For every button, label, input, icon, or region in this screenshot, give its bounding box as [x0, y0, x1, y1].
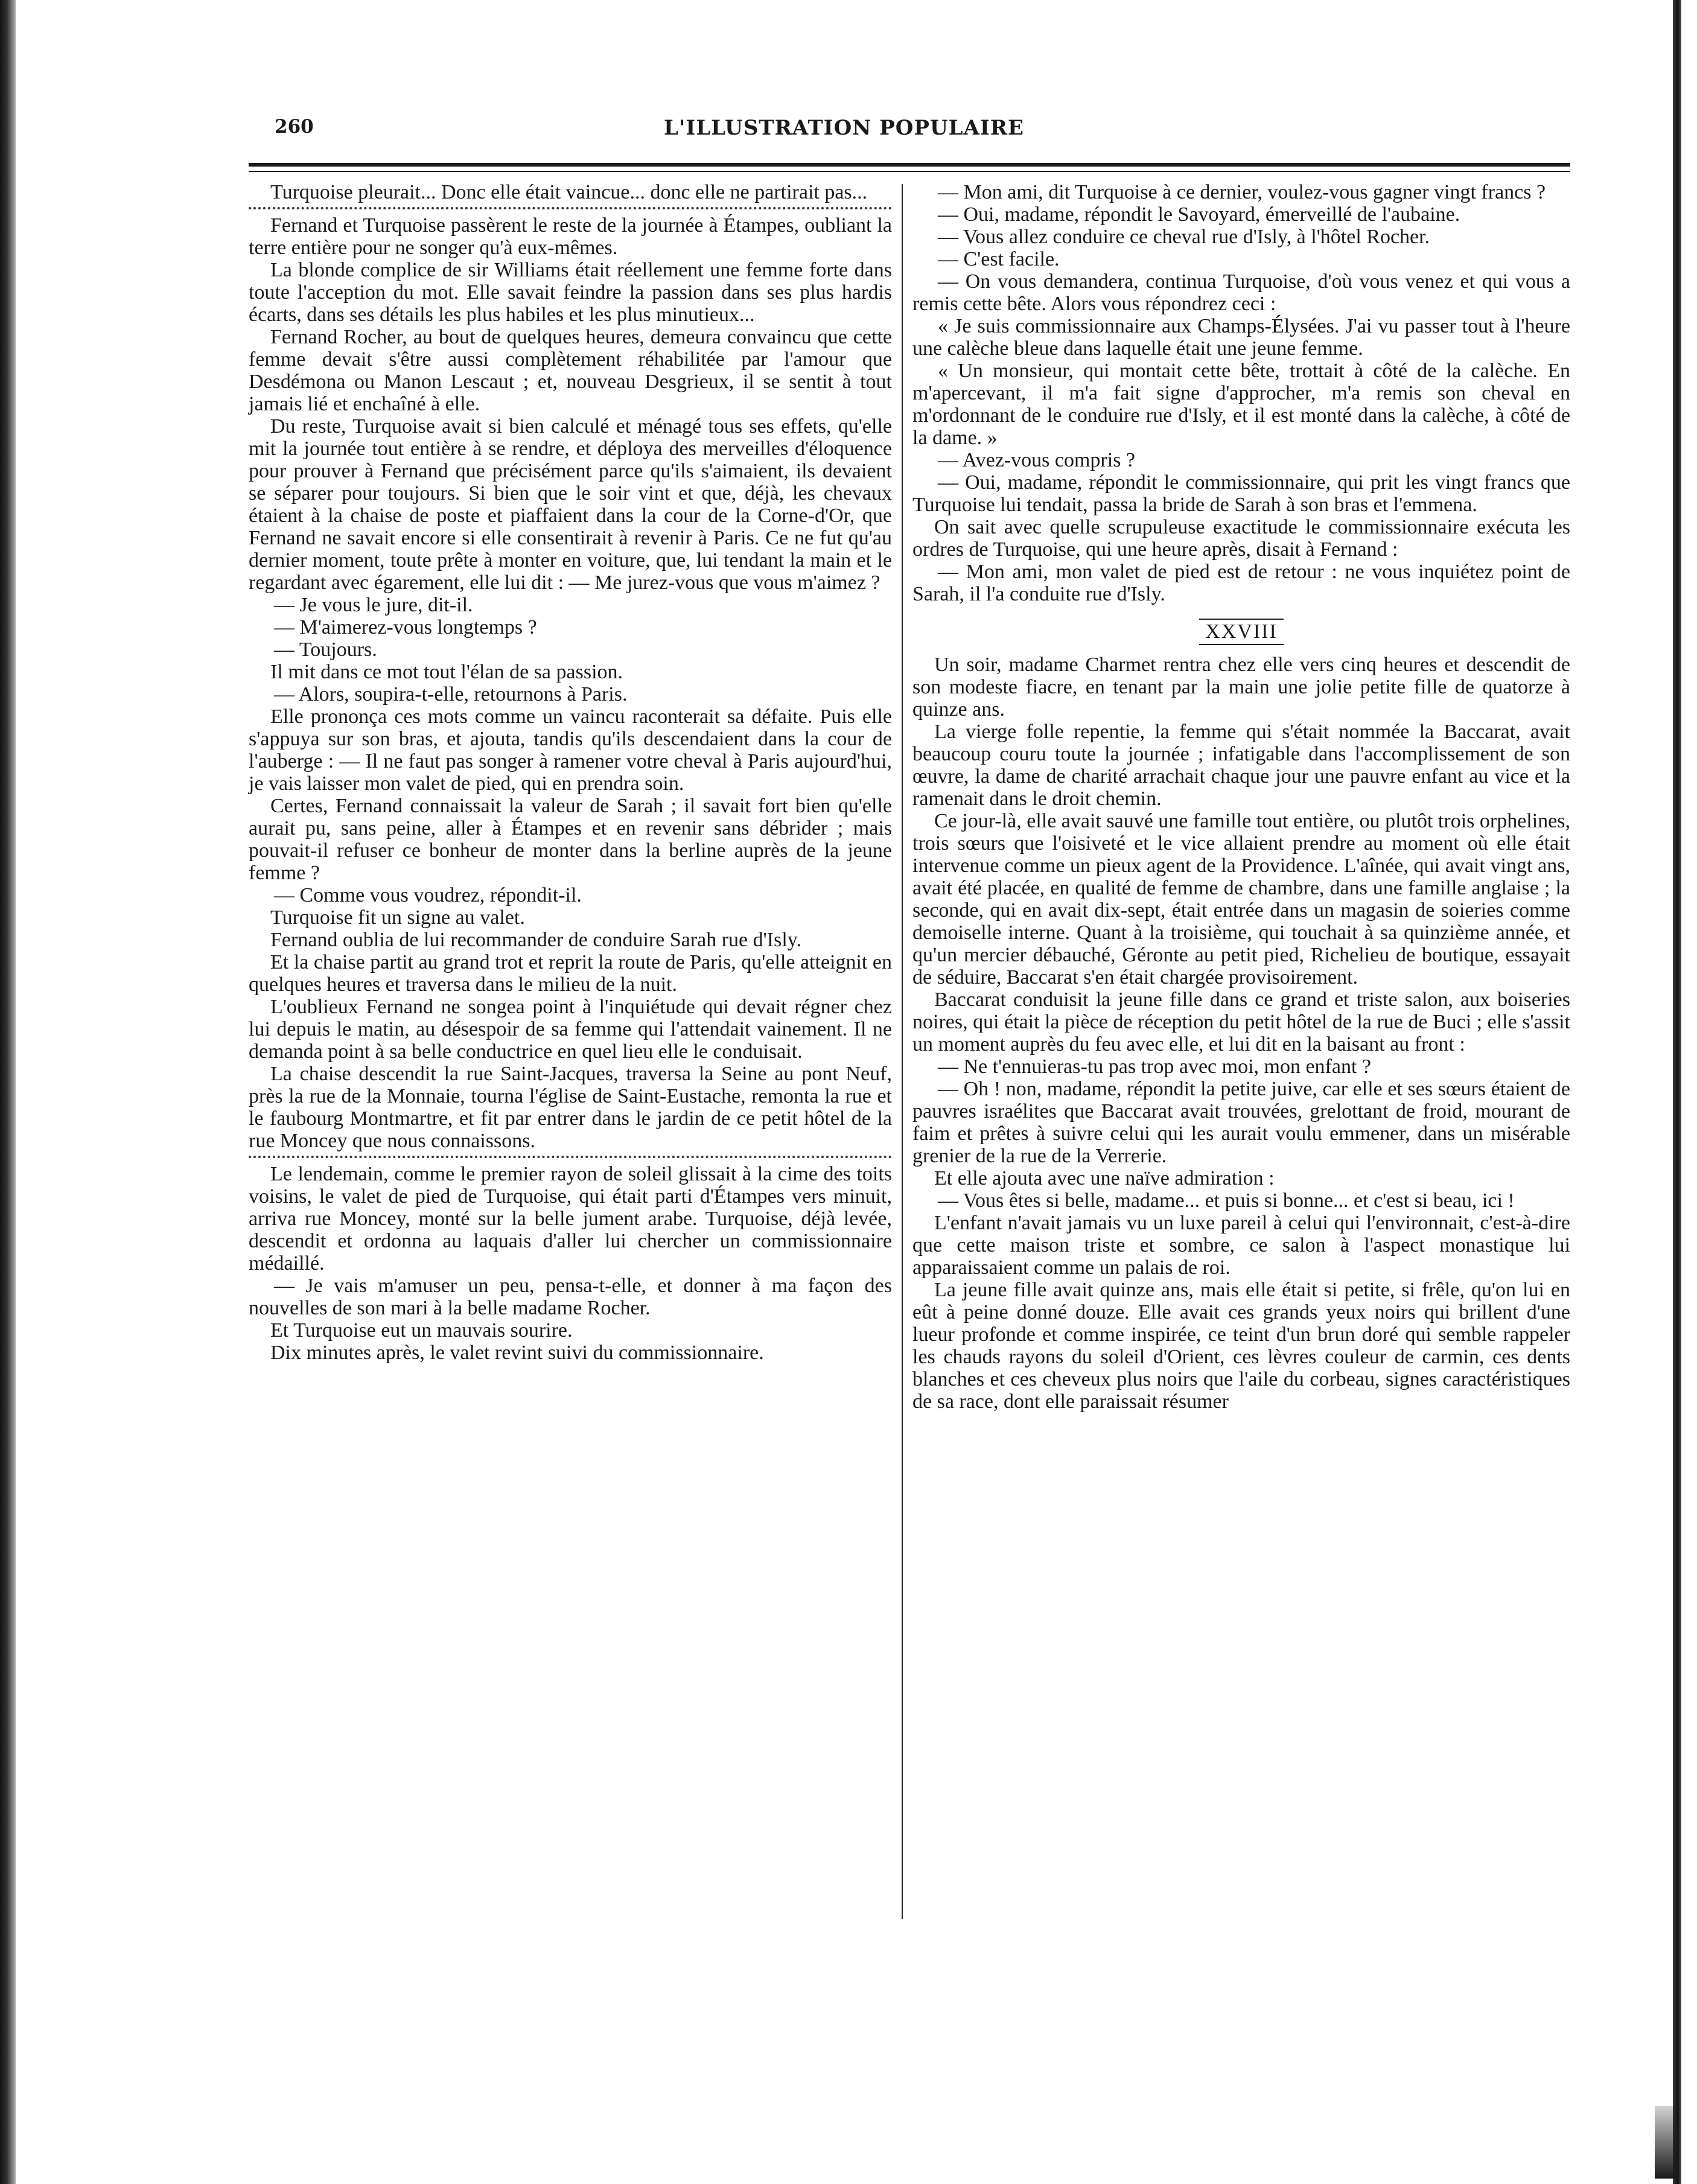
- paragraph: La chaise descendit la rue Saint-Jacques, traversa la Seine au pont Neuf, près la rue de la Monnaie, tourna l'église de Saint-Eustache, remonta la rue et le faubourg Montmartre, et fit par entrer dans le jardin de ce petit hôtel de la rue Moncey que nous connaissons.: [249, 1063, 892, 1152]
- paragraph: La jeune fille avait quinze ans, mais elle était si petite, si frêle, qu'on lui en eût à peine donné douze. Elle avait ces grands yeux noirs qui brillent d'une lueur profonde et comme inspirée, ce teint d'un brun doré qui semble rappeler les chauds rayons du soleil d'Orient, ces lèvres couleur de carmin, ces dents blanches et ces cheveux plus noirs que l'aile du corbeau, signes caractéristiques de sa race, dont elle paraissait résumer: [912, 1279, 1570, 1413]
- paragraph: La blonde complice de sir Williams était réellement une femme forte dans toute l'acception du mot. Elle savait feindre la passion dans ses plus hardis écarts, dans ses détails les plus habiles et les plus minutieux...: [249, 259, 892, 326]
- section-separator: [249, 207, 892, 209]
- paragraph: Baccarat conduisit la jeune fille dans ce grand et triste salon, aux boiseries noires, qui était la pièce de réception du petit hôtel de la rue de Buci ; elle s'assit un moment auprès du feu avec elle, et lui dit en la baisant au front :: [912, 989, 1570, 1055]
- paragraph: Fernand oublia de lui recommander de conduire Sarah rue d'Isly.: [270, 929, 802, 951]
- paragraph: Et Turquoise eut un mauvais sourire.: [270, 1319, 573, 1342]
- dialogue-line: — Oh ! non, madame, répondit la petite juive, car elle et ses sœurs étaient de pauvres israélites que Baccarat avait trouvées, grelottant de froid, mourant de faim et prêtes à suivre celui qui les aurait voulu emmener, dans un misérable grenier de la rue de la Verrerie.: [912, 1078, 1570, 1167]
- scan-edge-right: [1673, 0, 1681, 2184]
- column-divider: [902, 184, 903, 1919]
- dialogue-line: — Mon ami, mon valet de pied est de retour : ne vous inquiétez point de Sarah, il l'a conduite rue d'Isly.: [912, 561, 1570, 605]
- chapter-heading: [912, 619, 1570, 645]
- paragraph: Il mit dans ce mot tout l'élan de sa passion.: [270, 661, 623, 683]
- paragraph: Ce jour-là, elle avait sauvé une famille tout entière, ou plutôt trois orphelines, trois sœurs que l'oisiveté et le vice allaient prendre au moment où elle était intervenue comme un pieux agent de la Providence. L'aînée, qui avait vingt ans, avait été placée, en qualité de femme de chambre, dans une famille anglaise ; la seconde, qui en avait dix-sept, était entrée dans un magasin de soieries comme demoiselle interne. Quant à la troisième, qui touchait à sa quinzième année, et qu'un mercier débauché, Géronte au petit pied, Richelieu de boutique, essayait de séduire, Baccarat s'en était chargée provisoirement.: [912, 810, 1570, 989]
- dialogue-line: — M'aimerez-vous longtemps ?: [274, 616, 537, 638]
- running-title: L'ILLUSTRATION POPULAIRE: [664, 116, 1024, 140]
- paragraph: Un soir, madame Charmet rentra chez elle vers cinq heures et descendit de son modeste fiacre, en tenant par la main une jolie petite fille de quatorze à quinze ans.: [912, 654, 1570, 721]
- dialogue-line: — Je vais m'amuser un peu, pensa-t-elle, et donner à ma façon des nouvelles de son mari à la belle madame Rocher.: [249, 1275, 892, 1319]
- paragraph: Et la chaise partit au grand trot et reprit la route de Paris, qu'elle atteignit en quelques heures et traversa dans le milieu de la nuit.: [249, 951, 892, 996]
- paragraph: Du reste, Turquoise avait si bien calculé et ménagé tous ses effets, qu'elle mit la journée tout entière à se rendre, et déploya des merveilles d'éloquence pour prouver à Fernand que précisément parce qu'ils s'aimaient, ils devaient se séparer pour toujours. Si bien que le soir vint et que, déjà, les chevaux étaient à la chaise de poste et piaffaient dans la cour de la Corne-d'Or, que Fernand ne savait encore si elle consentirait à revenir à Paris. Ce ne fut qu'au dernier moment, toute prête à monter en voiture, que, lui tendant la main et le regardant avec égarement, elle lui dit : — Me jurez-vous que vous m'aimez ?: [249, 415, 892, 594]
- section-separator: [249, 1156, 892, 1158]
- chapter-number: XXVIII: [1199, 619, 1284, 645]
- paragraph: L'oublieux Fernand ne songea point à l'inquiétude qui devait régner chez lui depuis le matin, au désespoir de sa femme qui l'attendait vainement. Il ne demanda point à sa belle conductrice en quel lieu elle le conduisait.: [249, 996, 892, 1063]
- dialogue-line: — Toujours.: [274, 638, 377, 661]
- paragraph: Dix minutes après, le valet revint suivi du commissionnaire.: [270, 1342, 764, 1364]
- paragraph: Le lendemain, comme le premier rayon de soleil glissait à la cime des toits voisins, le valet de pied de Turquoise, qui était parti d'Étampes vers minuit, arriva rue Moncey, monté sur la belle jument arabe. Turquoise, déjà levée, descendit et ordonna au laquais d'aller lui chercher un commissionnaire médaillé.: [249, 1163, 892, 1275]
- paragraph: La vierge folle repentie, la femme qui s'était nommée la Baccarat, avait beaucoup couru toute la journée ; infatigable dans l'accomplissement de son œuvre, la dame de charité arrachait chaque jour une pauvre enfant au vice et la ramenait dans le droit chemin.: [912, 721, 1570, 810]
- page-number: 260: [275, 116, 314, 138]
- dialogue-line: — Mon ami, dit Turquoise à ce dernier, voulez-vous gagner vingt francs ?: [938, 181, 1546, 203]
- dialogue-line: — Oui, madame, répondit le commissionnaire, qui prit les vingt francs que Turquoise lui tendait, passa la bride de Sarah à son bras et l'emmena.: [912, 471, 1570, 516]
- dialogue-line: — Avez-vous compris ?: [938, 449, 1136, 471]
- header-rule-thin: [249, 171, 1570, 172]
- dialogue-line: — Ne t'ennuieras-tu pas trop avec moi, mon enfant ?: [938, 1055, 1372, 1078]
- paragraph: L'enfant n'avait jamais vu un luxe pareil à celui qui l'environnait, c'est-à-dire que cette maison triste et sombre, ce salon à l'aspect monastique lui apparaissaient comme un palais de roi.: [912, 1212, 1570, 1279]
- dialogue-line: — C'est facile.: [938, 248, 1060, 270]
- dialogue-line: — Je vous le jure, dit-il.: [274, 594, 473, 616]
- dialogue-line: — Vous êtes si belle, madame... et puis si bonne... et c'est si beau, ici !: [938, 1189, 1515, 1212]
- dialogue-line: — Vous allez conduire ce cheval rue d'Isly, à l'hôtel Rocher.: [938, 226, 1430, 248]
- paragraph: Fernand Rocher, au bout de quelques heures, demeura convaincu que cette femme devait s'être aussi complètement réhabilitée par l'amour que Desdémona ou Manon Lescaut ; et, nouveau Desgrieux, il se sentit à tout jamais lié et enchaîné à elle.: [249, 326, 892, 415]
- dialogue-line: — Alors, soupira-t-elle, retournons à Paris.: [274, 683, 628, 705]
- paragraph: Certes, Fernand connaissait la valeur de Sarah ; il savait fort bien qu'elle aurait pu, sans peine, aller à Étampes et en revenir sans débrider ; mais pouvait-il refuser ce bonheur de monter dans la berline auprès de la jeune femme ?: [249, 795, 892, 884]
- paragraph: On sait avec quelle scrupuleuse exactitude le commissionnaire exécuta les ordres de Turquoise, qui une heure après, disait à Fernand :: [912, 516, 1570, 561]
- paragraph: Turquoise pleurait... Donc elle était vaincue... donc elle ne partirait pas...: [270, 181, 868, 203]
- right-column: [912, 181, 1570, 1413]
- header-rule-thick: [249, 163, 1570, 167]
- paragraph: Elle prononça ces mots comme un vaincu raconterait sa défaite. Puis elle s'appuya sur son bras, et ajouta, tandis qu'ils descendaient dans la cour de l'auberge : — Il ne faut pas songer à ramener votre cheval à Paris aujourd'hui, je vais laisser mon valet de pied, qui en prendra soin.: [249, 705, 892, 795]
- quoted-line: « Je suis commissionnaire aux Champs-Élysées. J'ai vu passer tout à l'heure une calèche bleue dans laquelle était une jeune femme.: [912, 315, 1570, 360]
- paragraph: Turquoise fit un signe au valet.: [270, 906, 525, 929]
- binding-mark: [1655, 2106, 1679, 2179]
- paragraph: Et elle ajouta avec une naïve admiration :: [934, 1167, 1275, 1189]
- quoted-line: « Un monsieur, qui montait cette bête, trottait à côté de la calèche. En m'apercevant, il m'a fait signe d'approcher, m'a remis son cheval en m'ordonnant de le conduire rue d'Isly, et il est monté dans la calèche, à côté de la dame. »: [912, 360, 1570, 449]
- scan-edge-left: [0, 0, 16, 2184]
- dialogue-line: — On vous demandera, continua Turquoise, d'où vous venez et qui vous a remis cette bête. Alors vous répondrez ceci :: [912, 270, 1570, 315]
- dialogue-line: — Oui, madame, répondit le Savoyard, émerveillé de l'aubaine.: [938, 203, 1460, 226]
- dialogue-line: — Comme vous voudrez, répondit-il.: [274, 884, 582, 906]
- paragraph: Fernand et Turquoise passèrent le reste de la journée à Étampes, oubliant la terre entière pour ne songer qu'à eux-mêmes.: [249, 214, 892, 259]
- left-column: [249, 181, 892, 1364]
